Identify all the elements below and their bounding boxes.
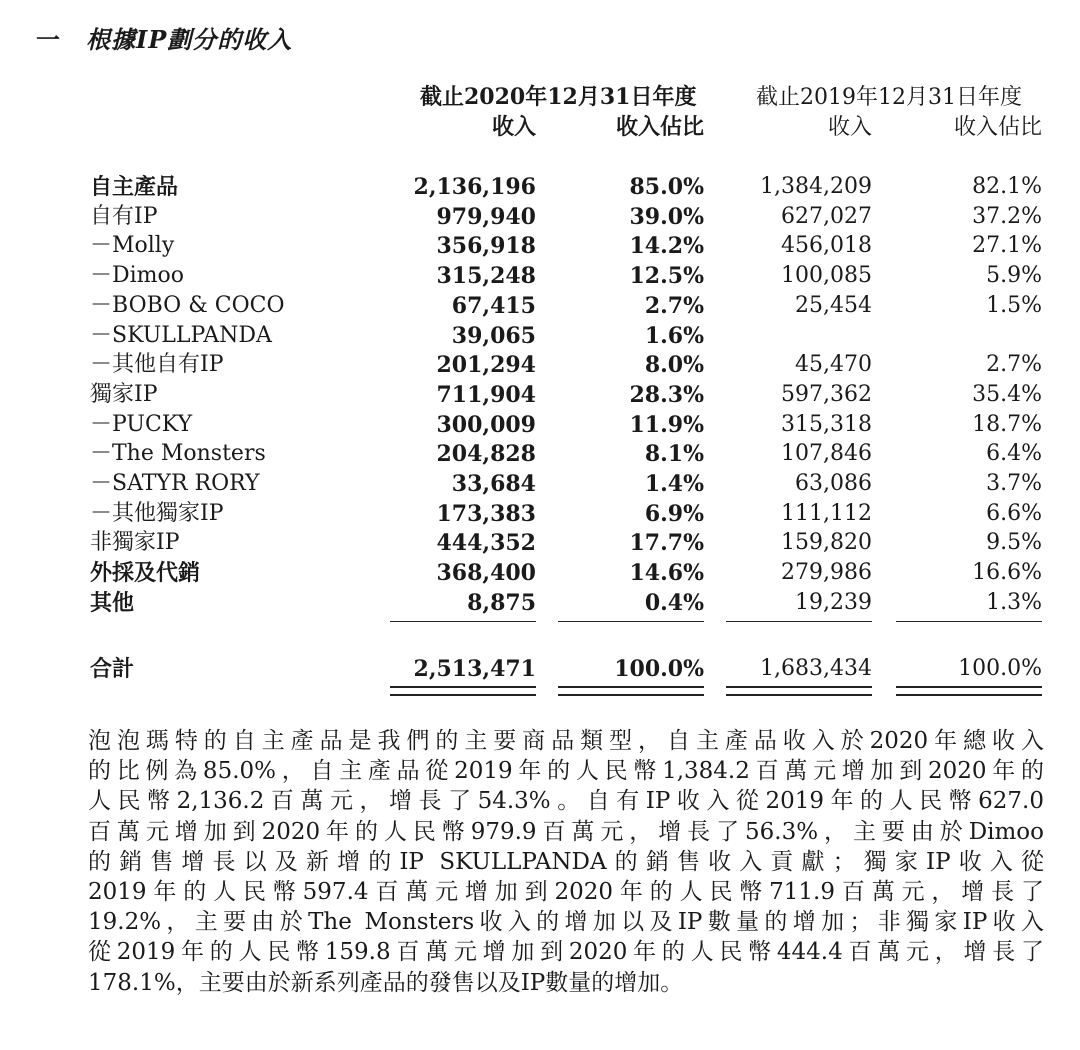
row-revenue-2019: 597,362	[781, 382, 872, 407]
row-revenue-2019: 456,018	[781, 233, 872, 258]
total-double-rule-r2019	[726, 686, 872, 696]
total-share-2019: 100.0%	[958, 656, 1042, 681]
row-label: －Dimoo	[90, 263, 185, 288]
row-revenue-2019: 1,384,209	[760, 174, 872, 199]
row-label: －Molly	[90, 233, 175, 258]
paragraph-line: 百萬元增加到2020年的人民幣979.9百萬元，增長了56.3%，主要由於Dimoo	[88, 818, 1044, 845]
row-share-2020: 17.7%	[629, 530, 704, 556]
paragraph-line: 從2019年的人民幣159.8百萬元增加到2020年的人民幣444.4百萬元，增長了	[88, 939, 1044, 966]
period-header-2019: 截止2019年12月31日年度	[756, 85, 1022, 110]
row-share-2020: 0.4%	[644, 590, 704, 616]
row-revenue-2020: 67,415	[451, 293, 536, 319]
total-share-2020: 100.0%	[614, 656, 704, 682]
row-revenue-2019: 627,027	[781, 204, 872, 229]
row-revenue-2020: 173,383	[436, 501, 536, 527]
total-double-rule-s2020	[558, 686, 704, 696]
row-revenue-2019: 107,846	[781, 441, 872, 466]
row-revenue-2020: 201,294	[436, 352, 536, 378]
paragraph-line: 2019年的人民幣597.4百萬元增加到2020年的人民幣711.9百萬元，增長了	[88, 879, 1044, 906]
row-revenue-2019: 279,986	[781, 560, 872, 585]
row-share-2020: 14.6%	[629, 560, 704, 586]
row-share-2019: 27.1%	[972, 233, 1042, 258]
row-share-2020: 1.4%	[644, 471, 704, 497]
col-header-share-2020: 收入佔比	[615, 114, 704, 140]
row-revenue-2020: 711,904	[436, 382, 536, 408]
row-label: 自主產品	[90, 174, 179, 200]
row-label: 外採及代銷	[90, 560, 201, 586]
subtotal-rule-r2019	[726, 621, 872, 622]
row-share-2020: 11.9%	[629, 412, 704, 438]
row-revenue-2020: 444,352	[436, 530, 536, 556]
row-share-2019: 3.7%	[986, 471, 1042, 496]
row-revenue-2019: 63,086	[795, 471, 872, 496]
total-double-rule-s2019	[896, 686, 1042, 696]
row-revenue-2020: 33,684	[451, 471, 536, 497]
row-label: 其他	[90, 590, 135, 616]
total-double-rule-r2020	[390, 686, 536, 696]
row-share-2020: 8.0%	[644, 352, 704, 378]
row-share-2020: 39.0%	[629, 204, 704, 230]
row-revenue-2020: 979,940	[436, 204, 536, 230]
row-revenue-2020: 204,828	[436, 441, 536, 467]
row-share-2019: 35.4%	[972, 382, 1042, 407]
row-label: 自有IP	[90, 204, 158, 229]
row-label: －BOBO & COCO	[90, 293, 285, 318]
row-revenue-2020: 356,918	[436, 233, 536, 259]
paragraph-line: 的比例為85.0%，自主產品從2019年的人民幣1,384.2百萬元增加到2020年的	[88, 758, 1044, 785]
section-title	[36, 20, 292, 55]
row-revenue-2019: 25,454	[795, 293, 872, 318]
subtotal-rule-s2019	[896, 621, 1042, 622]
row-label: －SKULLPANDA	[90, 323, 272, 348]
row-revenue-2019: 111,112	[781, 501, 872, 526]
period-header-2020: 截止2020年12月31日年度	[420, 84, 697, 110]
row-share-2020: 2.7%	[644, 293, 704, 319]
col-header-revenue-2020: 收入	[491, 114, 536, 140]
row-revenue-2019: 159,820	[781, 530, 872, 555]
row-share-2020: 8.1%	[644, 441, 704, 467]
col-header-revenue-2019: 收入	[827, 115, 872, 140]
row-share-2020: 14.2%	[629, 233, 704, 259]
paragraph-line: 人民幣2,136.2百萬元，增長了54.3%。自有IP收入從2019年的人民幣627.0	[88, 788, 1044, 815]
row-share-2019: 1.5%	[986, 293, 1042, 318]
row-revenue-2019: 315,318	[781, 412, 872, 437]
total-revenue-2020: 2,513,471	[413, 656, 536, 682]
section-heading: 根據IP劃分的收入	[86, 25, 293, 54]
row-share-2019: 18.7%	[972, 412, 1042, 437]
paragraph-line: 泡泡瑪特的自主產品是我們的主要商品類型，自主產品收入於2020年總收入	[88, 728, 1044, 754]
row-revenue-2020: 315,248	[436, 263, 536, 289]
total-label: 合計	[90, 656, 135, 682]
row-label: －其他獨家IP	[90, 501, 224, 526]
row-share-2020: 85.0%	[629, 174, 704, 200]
row-share-2020: 28.3%	[629, 382, 704, 408]
row-revenue-2020: 39,065	[451, 323, 536, 349]
row-share-2019: 2.7%	[986, 352, 1042, 377]
row-share-2020: 12.5%	[629, 263, 704, 289]
section-marker: 一	[36, 25, 61, 54]
row-label: －SATYR RORY	[90, 471, 260, 496]
subtotal-rule-r2020	[390, 621, 536, 622]
row-revenue-2020: 8,875	[467, 590, 536, 616]
row-label: 非獨家IP	[90, 530, 180, 555]
row-label: －其他自有IP	[90, 352, 224, 377]
col-header-share-2019: 收入佔比	[953, 115, 1042, 140]
paragraph-line: 19.2%，主要由於The Monsters收入的增加以及IP數量的增加；非獨家IP收入	[88, 909, 1044, 936]
row-share-2019: 16.6%	[972, 560, 1042, 585]
subtotal-rule-s2020	[558, 621, 704, 622]
row-label: －PUCKY	[90, 412, 193, 437]
row-label: －The Monsters	[90, 441, 266, 466]
row-share-2020: 6.9%	[644, 501, 704, 527]
total-revenue-2019: 1,683,434	[760, 656, 872, 681]
row-share-2020: 1.6%	[644, 323, 704, 349]
row-revenue-2019: 45,470	[795, 352, 872, 377]
row-share-2019: 1.3%	[986, 590, 1042, 615]
row-share-2019: 82.1%	[972, 174, 1042, 199]
row-revenue-2019: 100,085	[781, 263, 872, 288]
paragraph-line: 的銷售增長以及新增的IP SKULLPANDA的銷售收入貢獻；獨家IP收入從	[88, 848, 1044, 875]
row-revenue-2020: 300,009	[436, 412, 536, 438]
row-share-2019: 6.6%	[986, 501, 1042, 526]
row-label: 獨家IP	[90, 382, 158, 407]
row-revenue-2020: 368,400	[436, 560, 536, 586]
row-revenue-2019: 19,239	[795, 590, 872, 615]
row-share-2019: 6.4%	[986, 441, 1042, 466]
row-revenue-2020: 2,136,196	[413, 174, 536, 200]
paragraph-line: 178.1%，主要由於新系列產品的發售以及IP數量的增加。	[88, 969, 684, 996]
row-share-2019: 37.2%	[972, 204, 1042, 229]
analysis-paragraph	[88, 726, 1044, 998]
row-share-2019: 5.9%	[986, 263, 1042, 288]
row-share-2019: 9.5%	[986, 530, 1042, 555]
